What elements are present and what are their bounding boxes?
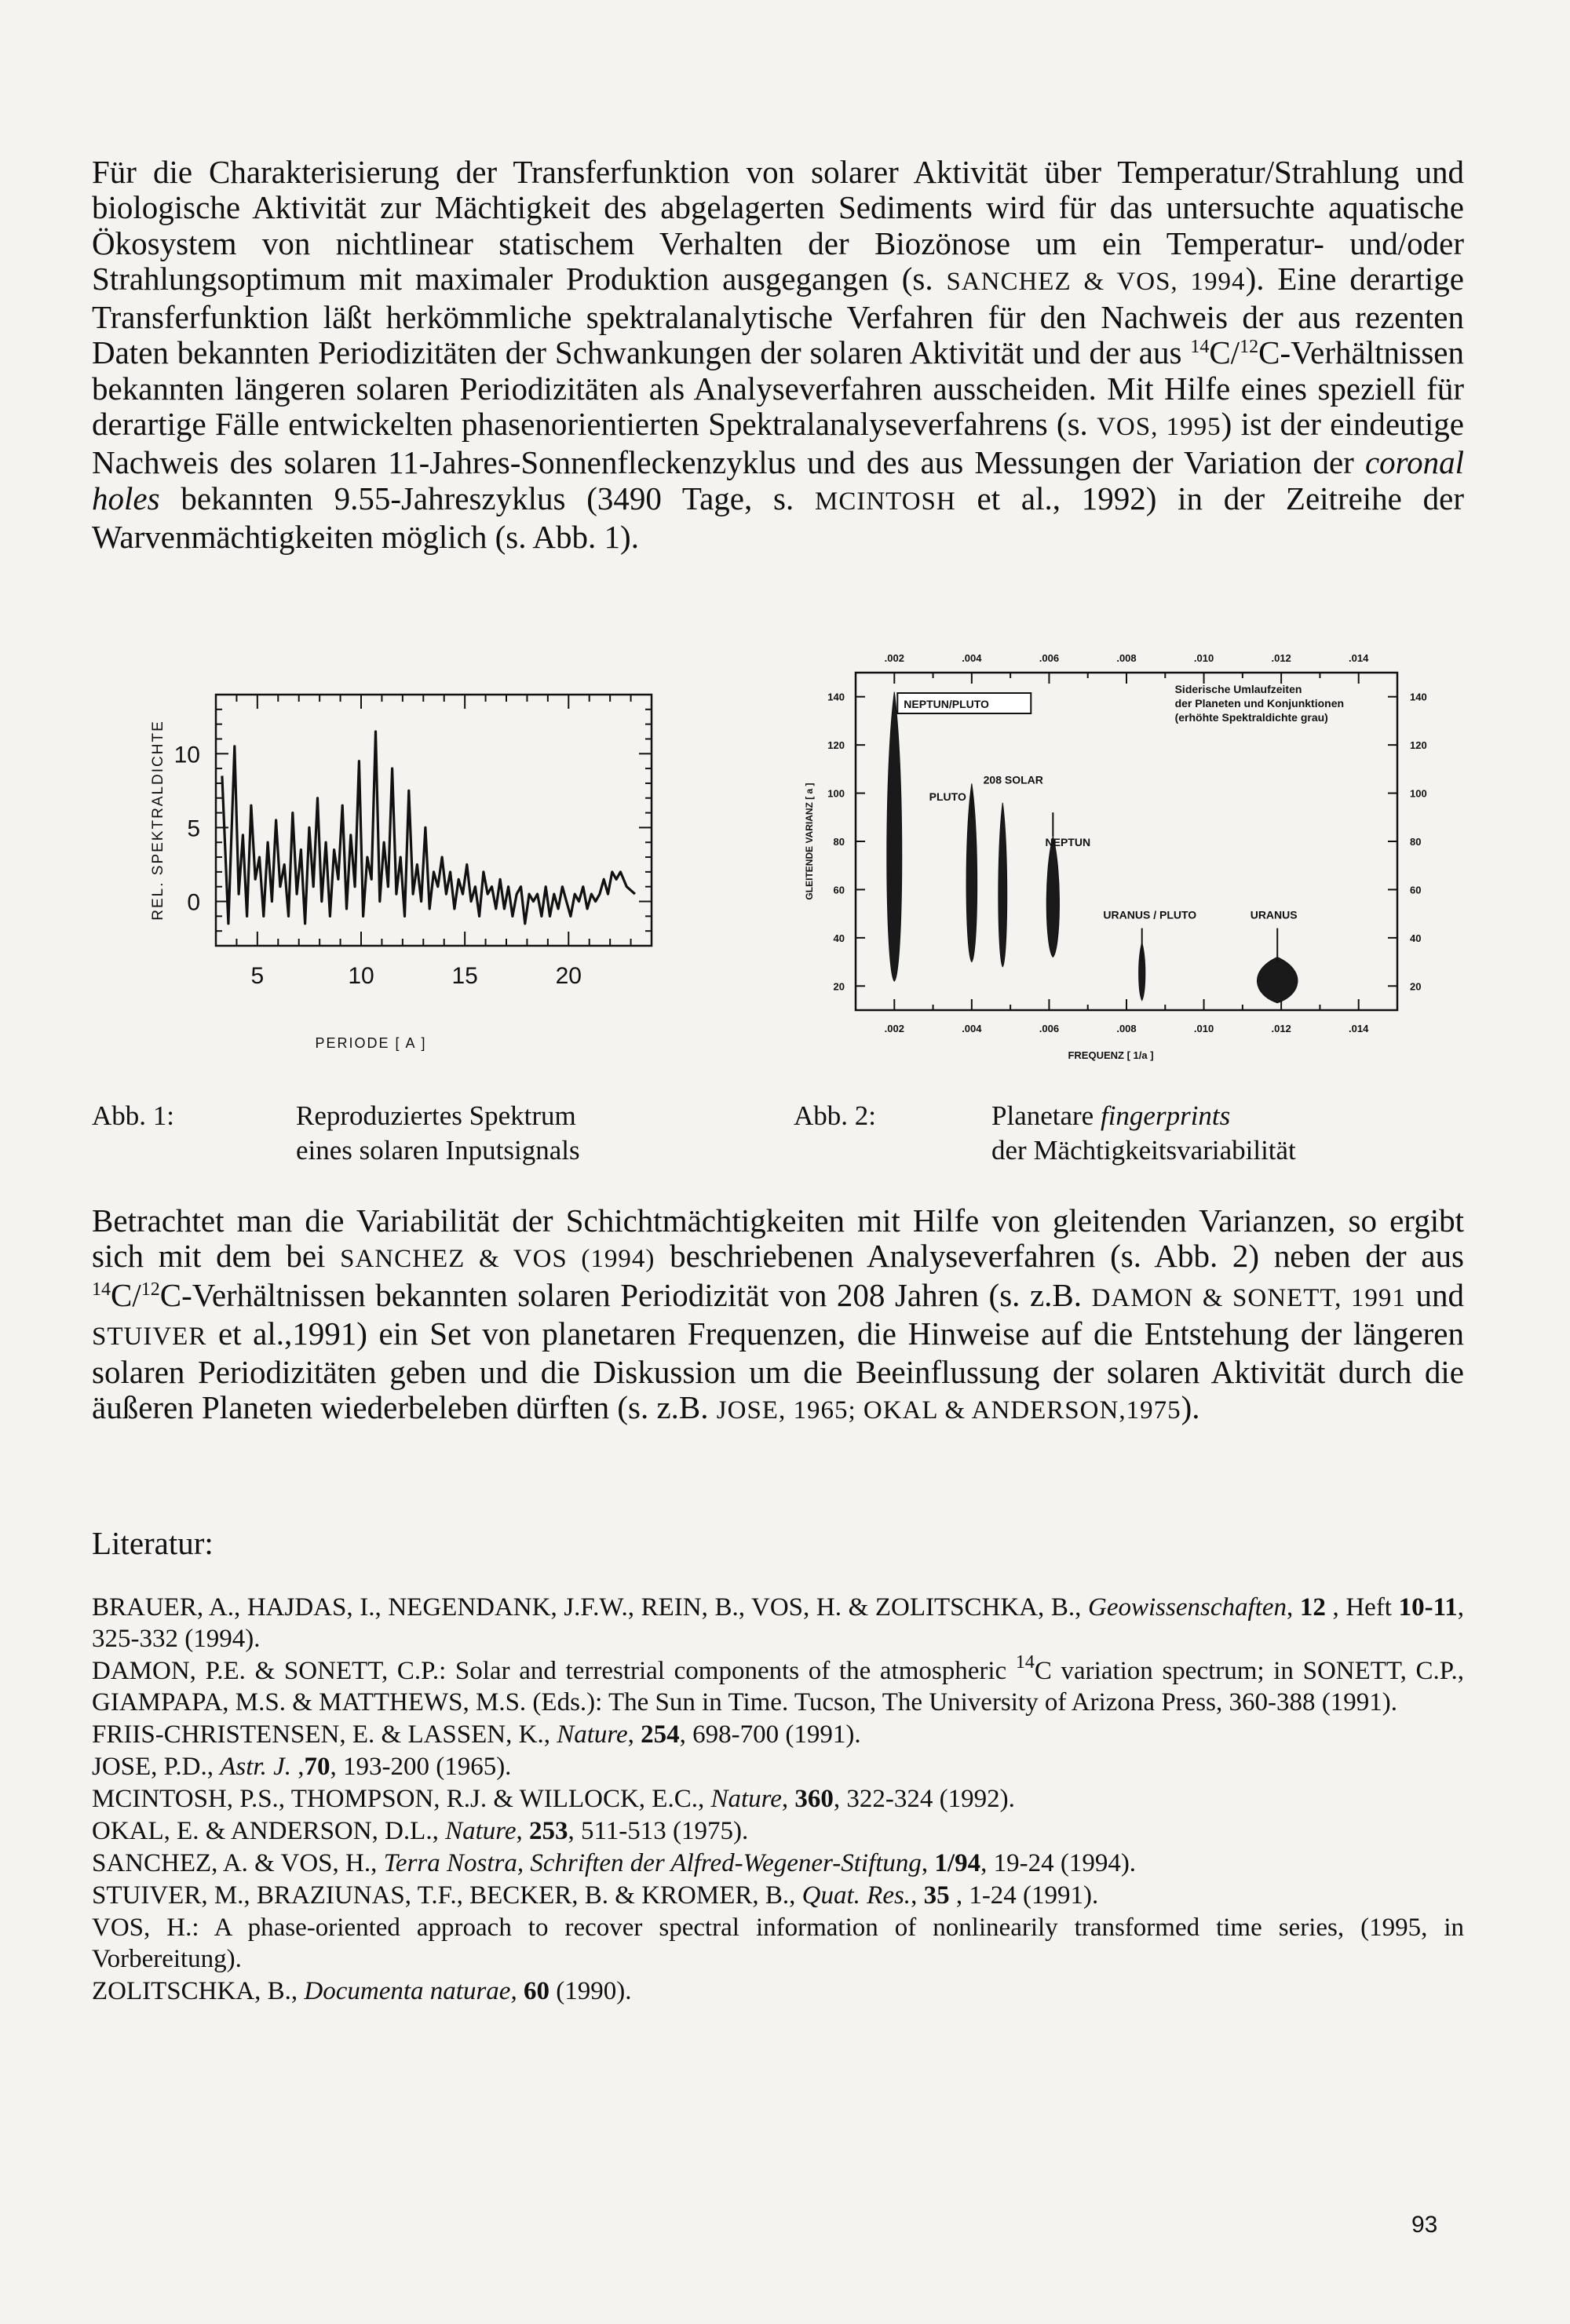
reference-pre: FRIIS-CHRISTENSEN, E. & LASSEN, K., (92, 1720, 557, 1749)
reference-bold: 1/94 (934, 1849, 981, 1877)
x-axis-label: FREQUENZ [ 1/a ] (1068, 1049, 1154, 1061)
reference-item (92, 1719, 1464, 1750)
reference-list (92, 1592, 1464, 2008)
x-tick-label: 15 (451, 963, 478, 989)
x-tick-label-top: .004 (962, 652, 982, 664)
reference-ital: Documenta naturae, (304, 1977, 517, 2005)
isotope-mass: 14 (92, 1279, 111, 1300)
reference-post: (1990). (549, 1977, 632, 2005)
y-tick-label-right: 60 (1410, 884, 1422, 896)
label-uranus: URANUS (1250, 908, 1298, 921)
legend-title: Siderische Umlaufzeiten (1174, 683, 1302, 695)
label-pluto: PLUTO (929, 790, 966, 803)
reference-pre: DAMON, P.E. & SONETT, C.P.: Solar and terrestrial components of the atmospheric (92, 1657, 1016, 1685)
reference-item (92, 1592, 1464, 1655)
x-tick-label-bottom: .002 (884, 1023, 904, 1034)
reference-ital: Quat. Res. (801, 1881, 911, 1910)
para1-text-b: ). Eine derartige Transferfunktion läßt herkömmliche spektralanalytische Verfahren für den Nachweis der aus rezenten Daten bekannten Periodizitäten der Schwankungen der solaren Aktivität und der aus (92, 260, 1465, 371)
reference-pre: BRAUER, A., HAJDAS, I., NEGENDANK, J.F.W., REIN, B., VOS, H. & ZOLITSCHKA, B., (92, 1593, 1089, 1622)
reference-item (92, 1751, 1464, 1782)
reference-bold: 12 (1299, 1593, 1326, 1622)
fig2-caption-line1: Planetare (991, 1100, 1101, 1131)
x-tick-label-bottom: .008 (1116, 1023, 1137, 1034)
y-tick-label-left: 140 (827, 691, 845, 703)
reference-mid: , (290, 1753, 305, 1781)
reference-mid: , (911, 1881, 924, 1910)
reference-mid: , (781, 1785, 795, 1813)
legend-line-2: der Planeten und Konjunktionen (1174, 697, 1345, 710)
fingerprint-208-solar (999, 803, 1007, 967)
reference-mid: , (1286, 1593, 1300, 1622)
reference-ital: Nature (557, 1720, 628, 1749)
x-tick-label-top: .012 (1271, 652, 1291, 664)
citation: SANCHEZ & VOS, 1994 (946, 267, 1246, 296)
x-tick-label-top: .006 (1039, 652, 1060, 664)
y-axis-label: REL. SPEKTRALDICHTE (150, 720, 166, 921)
reference-item (92, 1912, 1464, 1975)
page-number: 93 (1411, 2212, 1438, 2238)
y-tick-label-right: 80 (1410, 836, 1422, 848)
para1-text-d: ) ist der eindeutige Nachweis des solaren 11-Jahres-Sonnenfleckenzyklus und des aus Messungen der Variation der (92, 406, 1464, 481)
y-tick-label-right: 40 (1410, 932, 1422, 944)
reference-bold2: 10-11 (1398, 1593, 1458, 1622)
reference-sup: 14 (1015, 1652, 1035, 1673)
y-tick-label-left: 60 (833, 884, 845, 896)
reference-bold: 35 (923, 1881, 950, 1910)
para1-text-c: -Verhältnissen bekannten längeren solaren Periodizitäten als Analyseverfahren ausscheiden. Mit Hilfe eines speziell für derartige Fälle entwickelten phasenorientierten Spektralanalyseverfahrens (s. (92, 334, 1464, 443)
reference-post: , 325-332 (1994). (92, 1593, 1465, 1653)
fig1-caption (296, 1099, 580, 1168)
reference-post: , 698-700 (1991). (679, 1720, 861, 1749)
fingerprint-uranus (1257, 957, 1297, 1002)
fig1-caption-line1: Reproduziertes Spektrum (296, 1100, 576, 1131)
fig1-caption-line2: eines solaren Inputsignals (296, 1135, 580, 1166)
x-tick-label-bottom: .004 (962, 1023, 982, 1034)
reference-post: , 1-24 (1991). (949, 1881, 1099, 1910)
reference-ital: Geowissenschaften (1088, 1593, 1287, 1622)
fig1-label: Abb. 1: (92, 1100, 174, 1131)
reference-pre: VOS, H.: A phase-oriented approach to recover spectral information of nonlinearily transformed time series, (1995, in Vorbereitung). (92, 1914, 1464, 1973)
fig2-caption-italic: fingerprints (1100, 1100, 1231, 1131)
reference-bold: 360 (794, 1785, 834, 1813)
reference-pre: JOSE, P.D., (92, 1753, 221, 1781)
reference-bold: 254 (641, 1720, 680, 1749)
para2-text-c: -Verhältnissen bekannten solaren Periodizität von 208 Jahren (s. z.B. (181, 1276, 1092, 1313)
fingerprint-neptun (1046, 837, 1059, 958)
x-tick-label-top: .002 (884, 652, 904, 664)
reference-item (92, 1815, 1464, 1847)
reference-item (92, 1880, 1464, 1911)
reference-bold: 70 (304, 1753, 330, 1781)
label-solar: 208 SOLAR (983, 773, 1043, 786)
isotope-element: C (159, 1276, 182, 1313)
citation: VOS, 1995 (1097, 413, 1221, 442)
figure-2-planetary-fingerprints (785, 640, 1437, 1075)
reference-pre: ZOLITSCHKA, B., (92, 1977, 305, 2005)
spectrum-series-line (222, 731, 635, 924)
fig2-caption (991, 1099, 1296, 1168)
reference-post: , 322-324 (1992). (833, 1785, 1015, 1813)
reference-mid (517, 1977, 524, 2005)
y-axis-label: GLEITENDE VARIANZ [ a ] (804, 783, 815, 900)
reference-post: C variation spectrum; in SONETT, C.P., GIAMPAPA, M.S. & MATTHEWS, M.S. (Eds.): The Sun in Time. Tucson, The University of Arizona Press, 360-388 (1991). (92, 1657, 1464, 1717)
citation: SANCHEZ & VOS (1994) (340, 1245, 655, 1274)
reference-ital: Nature (710, 1785, 782, 1813)
reference-item (92, 1652, 1464, 1718)
figure-1-spectrum (137, 687, 687, 1075)
isotope-element: C (1258, 334, 1280, 371)
para2-text-e: et al.,1991) ein Set von planetaren Frequenzen, die Hinweise auf die Entstehung der längeren solaren Periodizitäten geben und die Diskussion um die Beeinflussung der solaren Aktivität durch die äußeren Planeten wiederbeleben dürften (s. z.B. (92, 1315, 1464, 1426)
reference-ital: Terra Nostra, Schriften der Alfred-Wegener-Stiftung (383, 1849, 922, 1877)
reference-item (92, 1783, 1464, 1815)
isotope-element: C/ (1209, 334, 1240, 371)
para2-text-b: beschriebenen Analyseverfahren (s. Abb. 2) neben der aus (655, 1238, 1465, 1275)
y-tick-label-right: 100 (1410, 787, 1427, 800)
y-tick-label-right: 140 (1410, 691, 1427, 703)
para1-text-f: et al., 1992) in der Zeitreihe der Warvenmächtigkeiten möglich (s. Abb. 1). (92, 480, 1464, 555)
reference-mid: , (627, 1720, 641, 1749)
reference-bold: 60 (523, 1977, 550, 2005)
reference-pre: SANCHEZ, A. & VOS, H., (92, 1849, 384, 1877)
paragraph-1 (92, 155, 1464, 555)
isotope-mass: 12 (141, 1279, 160, 1300)
reference-post: , 193-200 (1965). (330, 1753, 512, 1781)
y-tick-label-left: 40 (833, 932, 845, 944)
reference-item (92, 1848, 1464, 1879)
fingerprint-neptun-pluto (887, 692, 902, 982)
reference-pre: OKAL, E. & ANDERSON, D.L., (92, 1817, 446, 1845)
x-tick-label-bottom: .014 (1349, 1023, 1369, 1034)
x-tick-label: 10 (348, 963, 374, 989)
isotope-element: C/ (111, 1276, 141, 1313)
para1-text-e: bekannten 9.55-Jahreszyklus (3490 Tage, s. (159, 480, 815, 516)
y-tick-label: 10 (173, 742, 200, 768)
y-tick-label-left: 20 (833, 980, 845, 993)
y-tick-label-right: 120 (1410, 739, 1427, 752)
x-tick-label-top: .010 (1193, 652, 1214, 664)
citation: STUIVER (92, 1322, 207, 1351)
y-tick-label: 0 (187, 889, 200, 916)
x-tick-label-top: .008 (1116, 652, 1137, 664)
fig2-caption-line2: der Mächtigkeitsvariabilität (991, 1135, 1296, 1166)
para2-text-a: Betrachtet man die Variabilität der Schichtmächtigkeiten mit Hilfe von gleitenden Varianzen, so ergibt sich mit dem bei (92, 1202, 1464, 1275)
x-tick-label-bottom: .010 (1193, 1023, 1214, 1034)
reference-post: , 511-513 (1975). (568, 1817, 749, 1845)
reference-mid: , (516, 1817, 530, 1845)
x-tick-label-bottom: .006 (1039, 1023, 1060, 1034)
citation: MCINTOSH (814, 487, 956, 516)
isotope-mass: 12 (1240, 337, 1259, 358)
reference-bold: 253 (529, 1817, 568, 1845)
y-tick-label: 5 (187, 815, 200, 842)
citation: JOSE, 1965; OKAL & ANDERSON,1975 (716, 1396, 1181, 1425)
x-axis-label: PERIODE [ A ] (315, 1035, 427, 1051)
x-tick-label: 20 (555, 963, 582, 989)
y-tick-label-right: 20 (1410, 980, 1422, 993)
reference-mid: , (921, 1849, 935, 1877)
legend-line-3: (erhöhte Spektraldichte grau) (1174, 711, 1328, 724)
y-tick-label-left: 100 (827, 787, 845, 800)
italic-term: coronal holes (92, 444, 1464, 516)
para2-text-f: ). (1181, 1389, 1200, 1426)
reference-post: , 19-24 (1994). (980, 1849, 1137, 1877)
reference-item (92, 1976, 1464, 2007)
reference-ital: Nature (445, 1817, 517, 1845)
reference-ital: Astr. J. (220, 1753, 291, 1781)
fig2-label: Abb. 2: (794, 1100, 876, 1131)
x-tick-label: 5 (250, 963, 265, 989)
literature-heading: Literatur: (92, 1525, 214, 1561)
label-uranus_pluto: URANUS / PLUTO (1103, 908, 1197, 921)
x-tick-label-top: .014 (1349, 652, 1369, 664)
y-tick-label-left: 80 (833, 836, 845, 848)
reference-pre: STUIVER, M., BRAZIUNAS, T.F., BECKER, B. & KROMER, B., (92, 1881, 802, 1910)
x-tick-label-bottom: .012 (1271, 1023, 1291, 1034)
para1-text-a: Für die Charakterisierung der Transferfunktion von solarer Aktivität über Temperatur/Strahlung und biologische Aktivität zur Mächtigkeit des abgelagerten Sediments wird für das untersuchte aquatische Ökosystem von nichtlinear statischem Verhalten der Biozönose um ein Temperatur- und/oder Strahlungsoptimum mit maximaler Produktion ausgegangen (s. (92, 154, 1464, 297)
paragraph-2 (92, 1203, 1464, 1429)
citation: DAMON & SONETT, 1991 (1091, 1283, 1406, 1312)
reference-mid2: , Heft (1325, 1593, 1399, 1622)
y-tick-label-left: 120 (827, 739, 845, 752)
para2-text-d: und (1405, 1276, 1464, 1313)
label-neptun: NEPTUN (1045, 836, 1091, 849)
reference-pre: MCINTOSH, P.S., THOMPSON, R.J. & WILLOCK, E.C., (92, 1785, 711, 1813)
isotope-mass: 14 (1190, 337, 1210, 358)
label-neptun_pluto: NEPTUN/PLUTO (904, 698, 989, 710)
